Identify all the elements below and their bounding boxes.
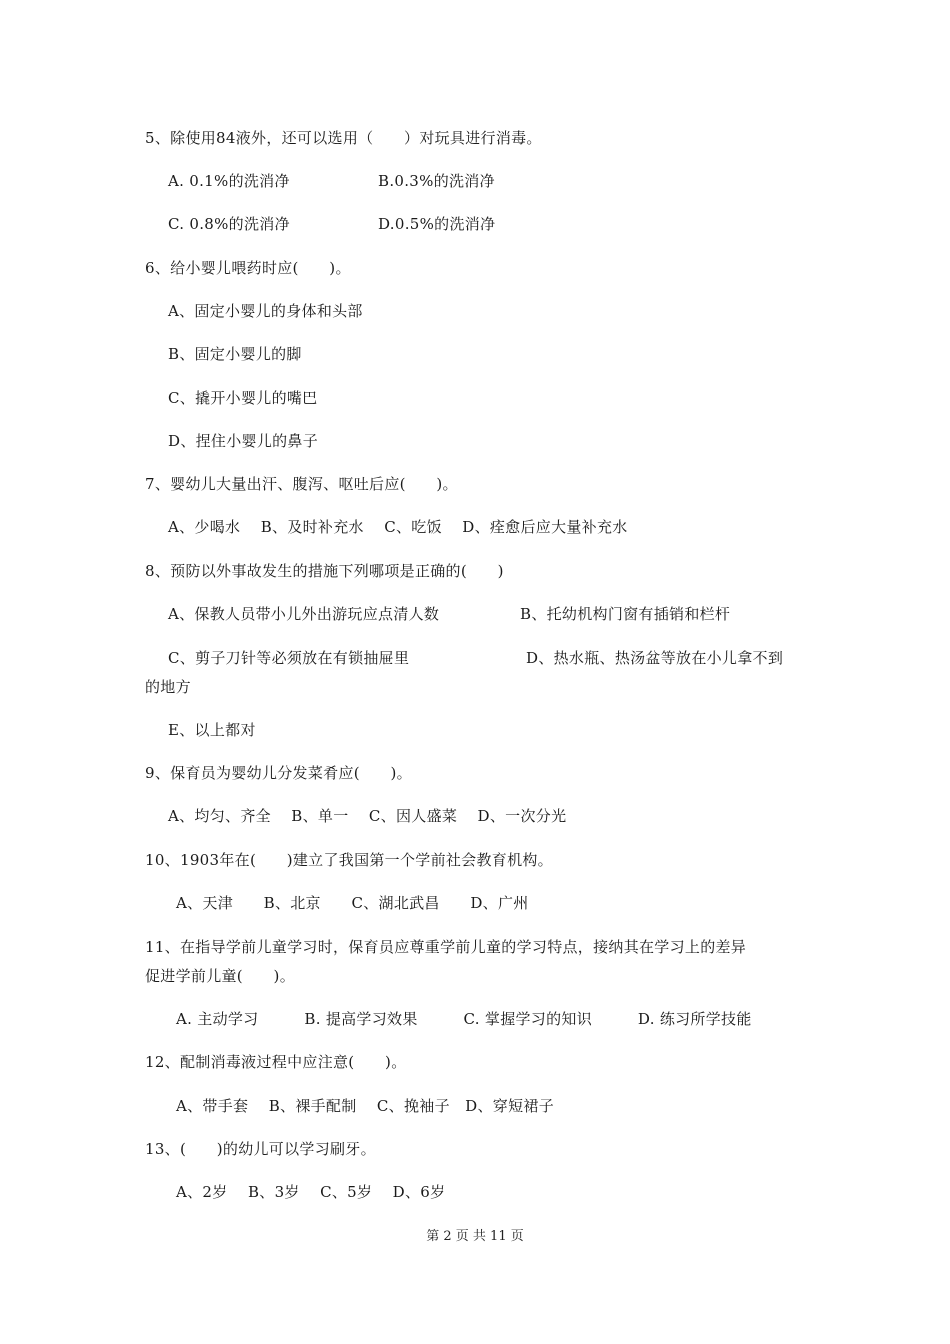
question-11-options: A. 主动学习 B. 提高学习效果 C. 掌握学习的知识 D. 练习所学技能 — [176, 1010, 752, 1028]
question-12-options: A、带手套 B、裸手配制 C、挽袖子 D、穿短裙子 — [176, 1097, 554, 1115]
question-11-stem: 11、在指导学前儿童学习时，保育员应尊重学前儿童的学习特点，接纳其在学习上的差异 — [145, 938, 747, 956]
question-10-options: A、天津 B、北京 C、湖北武昌 D、广州 — [176, 894, 529, 912]
question-6-option-a: A、固定小婴儿的身体和头部 — [168, 302, 363, 320]
question-7-options: A、少喝水 B、及时补充水 C、吃饭 D、痊愈后应大量补充水 — [168, 518, 628, 536]
question-6-option-d: D、捏住小婴儿的鼻子 — [168, 432, 319, 450]
question-5-option-d: D.0.5%的洗消净 — [378, 215, 496, 233]
question-12-stem: 12、配制消毒液过程中应注意( )。 — [145, 1053, 407, 1071]
question-13-stem: 13、( )的幼儿可以学习刷牙。 — [145, 1140, 376, 1158]
question-5-stem: 5、除使用84液外，还可以选用（ ）对玩具进行消毒。 — [145, 129, 542, 147]
question-6-option-c: C、撬开小婴儿的嘴巴 — [168, 389, 318, 407]
question-8-option-b: B、托幼机构门窗有插销和栏杆 — [520, 605, 731, 623]
question-8-option-d: D、热水瓶、热汤盆等放在小儿拿不到 — [526, 649, 784, 667]
question-5-option-b: B.0.3%的洗消净 — [378, 172, 495, 190]
question-5-option-a: A. 0.1%的洗消净 — [168, 172, 290, 190]
question-9-options: A、均匀、齐全 B、单一 C、因人盛菜 D、一次分光 — [168, 807, 567, 825]
question-7-stem: 7、婴幼儿大量出汗、腹泻、呕吐后应( )。 — [145, 475, 458, 493]
question-8-stem: 8、预防以外事故发生的措施下列哪项是正确的( ) — [145, 562, 504, 580]
question-11-stem-continued: 促进学前儿童( )。 — [145, 967, 296, 985]
question-5-option-c: C. 0.8%的洗消净 — [168, 215, 290, 233]
question-9-stem: 9、保育员为婴幼儿分发菜肴应( )。 — [145, 764, 412, 782]
question-8-option-d-continued: 的地方 — [145, 678, 191, 696]
question-8-option-e: E、以上都对 — [168, 721, 256, 739]
question-8-option-c: C、剪子刀针等必须放在有锁抽屉里 — [168, 649, 410, 667]
question-6-option-b: B、固定小婴儿的脚 — [168, 345, 302, 363]
question-13-options: A、2岁 B、3岁 C、5岁 D、6岁 — [176, 1183, 446, 1201]
question-6-stem: 6、给小婴儿喂药时应( )。 — [145, 259, 351, 277]
question-8-option-a: A、保教人员带小儿外出游玩应点清人数 — [168, 605, 440, 623]
question-10-stem: 10、1903年在( )建立了我国第一个学前社会教育机构。 — [145, 851, 553, 869]
page-number-footer: 第 2 页 共 11 页 — [426, 1229, 524, 1244]
